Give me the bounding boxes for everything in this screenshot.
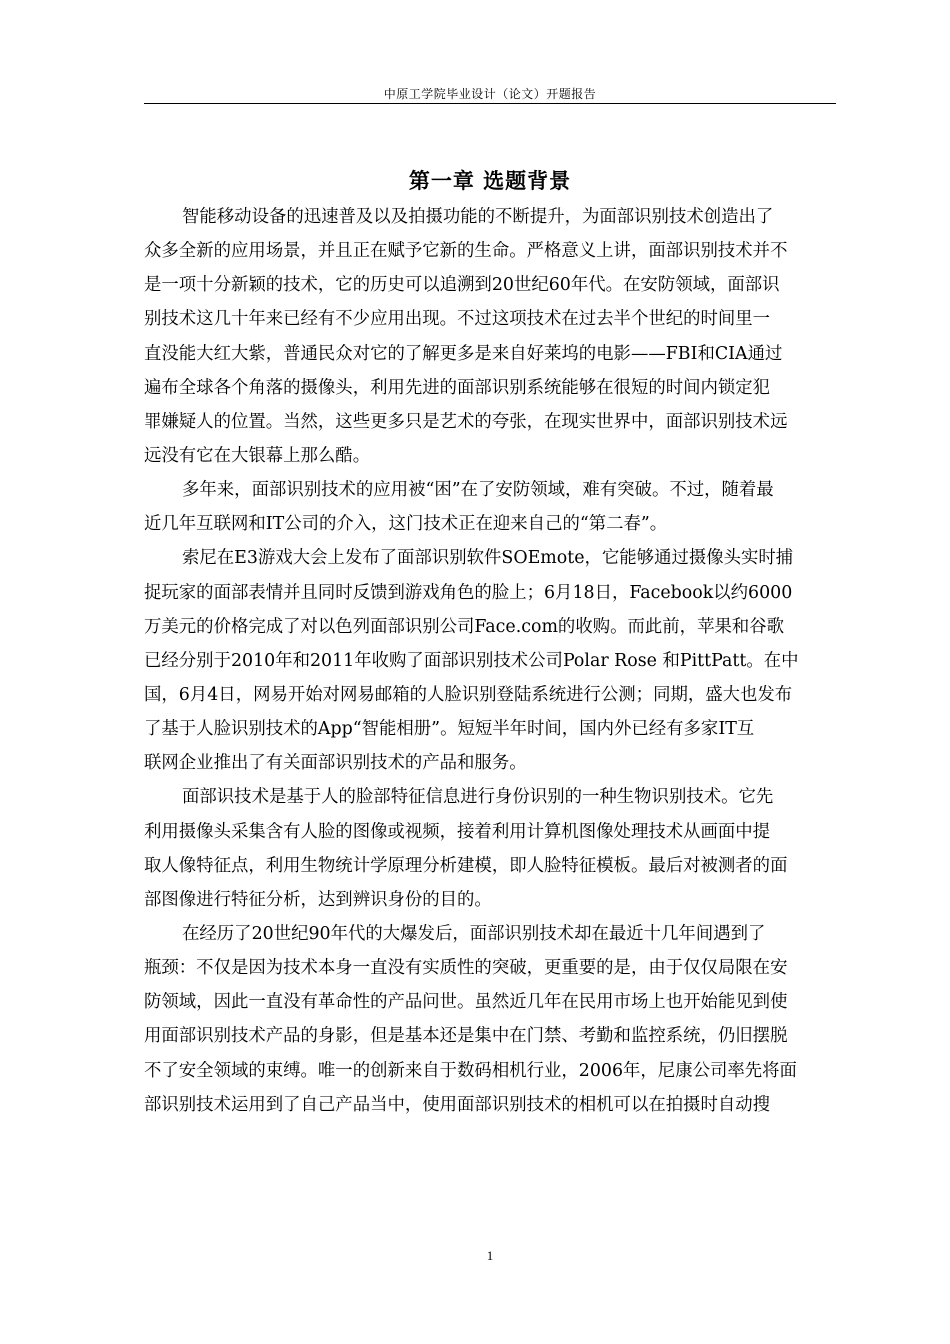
text-line: 远没有它在大银幕上那么酷。 <box>144 445 371 466</box>
paragraph <box>144 200 836 473</box>
text-line: 直没能大红大紫，普通民众对它的了解更多是来自好莱坞的电影——FBI和CIA通过 <box>144 343 783 364</box>
text-line: 索尼在E3游戏大会上发布了面部识别软件SOEmote，它能够通过摄像头实时捕 <box>182 548 794 569</box>
text-line: 多年来，面部识别技术的应用被“困”在了安防领域，难有突破。不过，随着最 <box>182 480 774 501</box>
text-line: 罪嫌疑人的位置。当然，这些更多只是艺术的夸张，在现实世界中，面部识别技术远 <box>144 411 788 432</box>
paragraph <box>144 473 836 541</box>
page-number: 1 <box>486 1248 494 1263</box>
text-line: 遍布全球各个角落的摄像头，利用先进的面部识别系统能够在很短的时间内锁定犯 <box>144 377 771 398</box>
running-header: 中原工学院毕业设计（论文）开题报告 <box>383 87 597 101</box>
text-line: 别技术这几十年来已经有不少应用出现。不过这项技术在过去半个世纪的时间里一 <box>144 309 771 330</box>
text-line: 了基于人脸识别技术的App“智能相册”。短短半年时间，国内外已经有多家IT互 <box>144 719 755 740</box>
text-line: 瓶颈：不仅是因为技术本身一直没有实质性的突破，更重要的是，由于仅仅局限在安 <box>144 958 788 979</box>
text-line: 部识别技术运用到了自己产品当中，使用面部识别技术的相机可以在拍摄时自动搜 <box>144 1094 771 1115</box>
text-line: 面部识技术是基于人的脸部特征信息进行身份识别的一种生物识别技术。它先 <box>182 787 774 808</box>
paragraph <box>144 917 836 1122</box>
header-rule <box>144 103 836 104</box>
text-line: 利用摄像头采集含有人脸的图像或视频，接着利用计算机图像处理技术从画面中提 <box>144 821 771 842</box>
text-line: 近几年互联网和IT公司的介入，这门技术正在迎来自己的“第二春”。 <box>144 514 668 535</box>
chapter-title: 第一章 选题背景 <box>408 169 572 193</box>
text-line: 众多全新的应用场景，并且正在赋予它新的生命。严格意义上讲，面部识别技术并不 <box>144 241 788 262</box>
text-line: 不了安全领域的束缚。唯一的创新来自于数码相机行业，2006年，尼康公司率先将面 <box>144 1060 797 1081</box>
text-line: 捉玩家的面部表情并且同时反馈到游戏角色的脸上；6月18日，Facebook以约6000 <box>144 582 793 603</box>
text-line: 国，6月4日，网易开始对网易邮箱的人脸识别登陆系统进行公测；同期，盛大也发布 <box>144 684 793 705</box>
text-line: 万美元的价格完成了对以色列面部识别公司Face.com的收购。而此前，苹果和谷歌 <box>144 616 785 637</box>
text-line: 防领域，因此一直没有革命性的产品问世。虽然近几年在民用市场上也开始能见到使 <box>144 992 788 1013</box>
text-line: 联网企业推出了有关面部识别技术的产品和服务。 <box>144 753 527 774</box>
body-text <box>144 200 836 1122</box>
paragraph <box>144 541 836 780</box>
text-line: 在经历了20世纪90年代的大爆发后，面部识别技术却在最近十几年间遇到了 <box>182 923 766 944</box>
paragraph <box>144 780 836 917</box>
text-line: 已经分别于2010年和2011年收购了面部识别技术公司Polar Rose 和PittPatt。在中 <box>144 650 799 671</box>
text-line: 智能移动设备的迅速普及以及拍摄功能的不断提升，为面部识别技术创造出了 <box>182 207 774 227</box>
text-line: 取人像特征点，利用生物统计学原理分析建模，即人脸特征模板。最后对被测者的面 <box>144 855 788 876</box>
text-line: 部图像进行特征分析，达到辨识身份的目的。 <box>144 889 492 910</box>
text-line: 是一项十分新颖的技术，它的历史可以追溯到20世纪60年代。在安防领域，面部识 <box>144 275 780 296</box>
text-line: 用面部识别技术产品的身影，但是基本还是集中在门禁、考勤和监控系统，仍旧摆脱 <box>144 1026 788 1047</box>
